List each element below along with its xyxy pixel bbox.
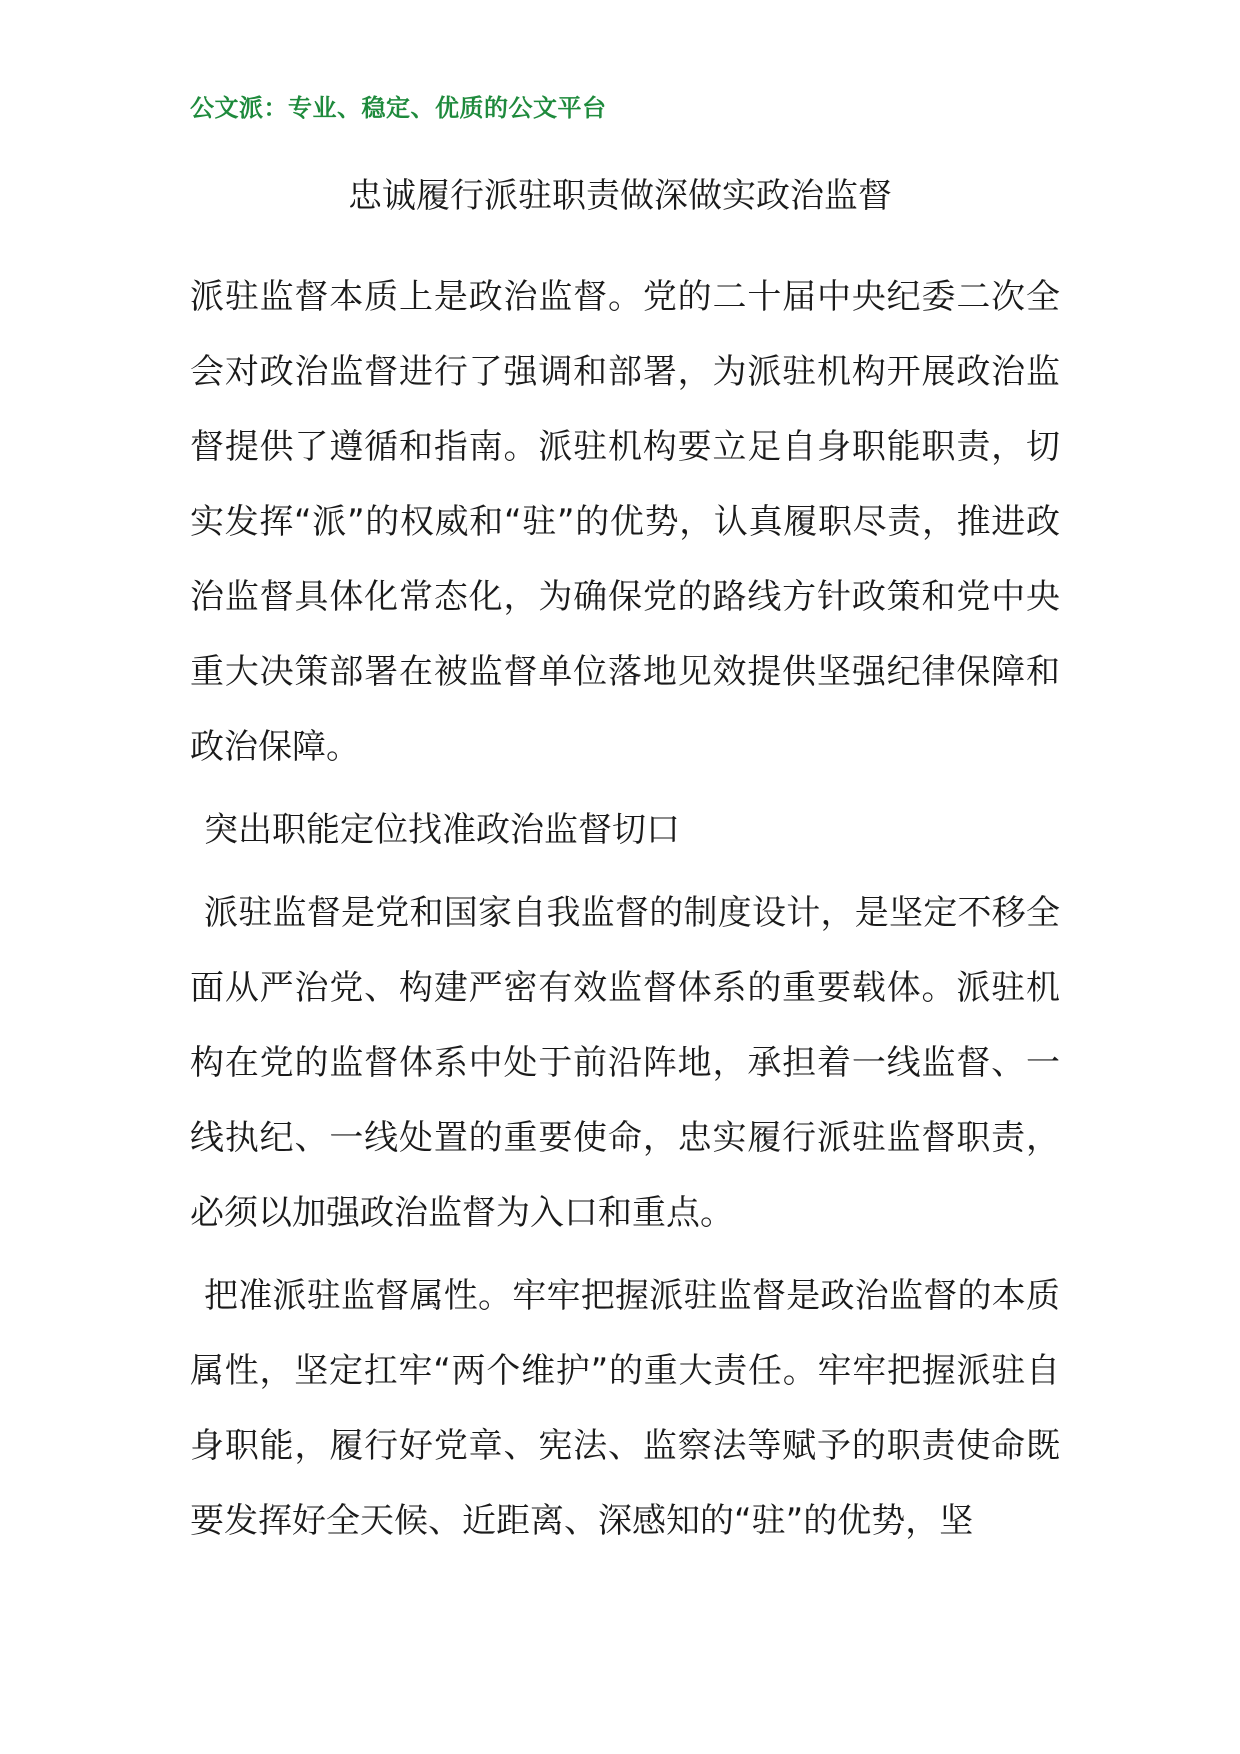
intro-paragraph: 派驻监督本质上是政治监督。党的二十届中央纪委二次全会对政治监督进行了强调和部署，为派驻机构开展政治监督提供了遵循和指南。派驻机构要立足自身职能职责，切实发挥“派”的权威和“驻”的优势，认真履职尽责，推进政治监督具体化常态化，为确保党的路线方针政策和党中央重大决策部署在被监督单位落地见效提供坚强纪律保障和政治保障。 <box>190 277 1060 767</box>
paragraph-text: 把准派驻监督属性。牢牢把握派驻监督是政治监督的本质属性，坚定扛牢“两个维护”的重大责任。牢牢把握派驻自身职能，履行好党章、宪法、监察法等赋予的职责使命既要发挥好全天候、近距离、深感知的“驻”的优势，坚 <box>190 1276 1060 1541</box>
document-body <box>190 260 1060 1559</box>
document-title: 忠诚履行派驻职责做深做实政治监督 <box>348 176 892 216</box>
section-heading: 突出职能定位找准政治监督切口 <box>204 810 680 850</box>
paragraph-text: 派驻监督是党和国家自我监督的制度设计，是坚定不移全面从严治党、构建严密有效监督体系的重要载体。派驻机构在党的监督体系中处于前沿阵地，承担着一线监督、一线执纪、一线处置的重要使命，忠实履行派驻监督职责，必须以加强政治监督为入口和重点。 <box>190 893 1060 1233</box>
section-paragraph-2 <box>190 1259 1060 1559</box>
section-paragraph-1 <box>190 876 1060 1251</box>
brand-banner: 公文派：专业、稳定、优质的公文平台 <box>190 93 607 122</box>
